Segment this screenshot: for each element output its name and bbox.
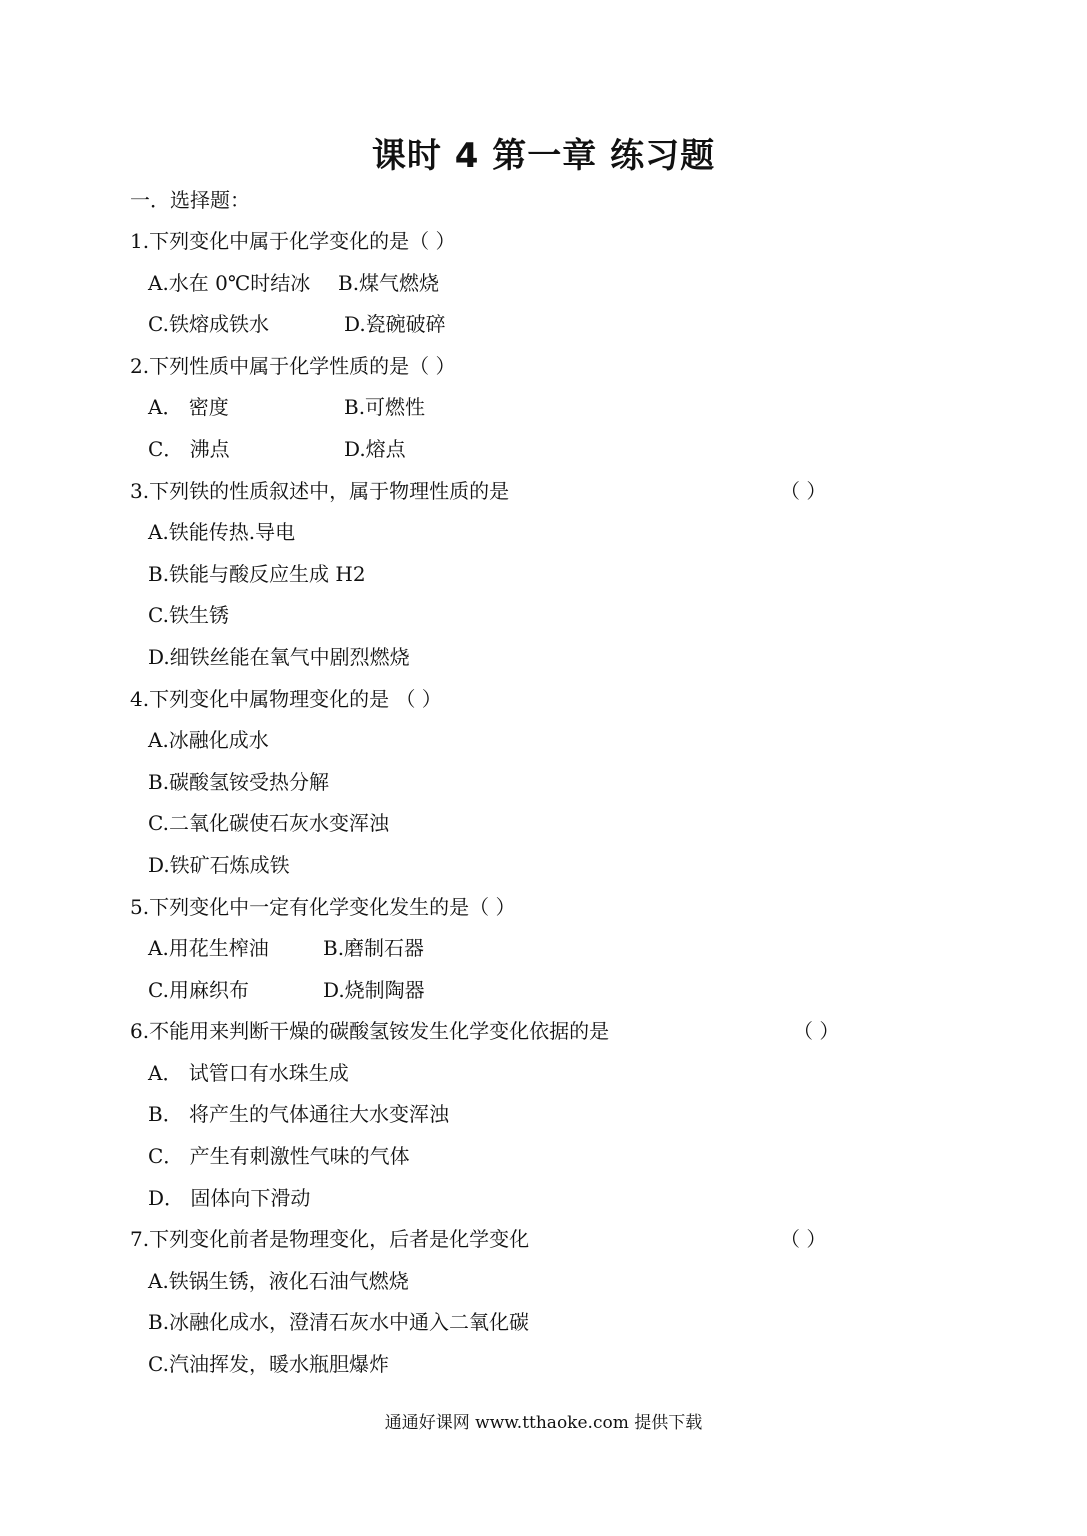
question-text: 7.下列变化前者是物理变化，后者是化学变化 <box>130 1227 530 1252</box>
option-row <box>130 387 960 429</box>
option: A.铁能传热.导电 <box>148 520 296 545</box>
option: B.冰融化成水，澄清石灰水中通入二氧化碳 <box>148 1310 530 1335</box>
option: B.铁能与酸反应生成 H2 <box>148 561 366 586</box>
option: C． 沸点 <box>148 436 230 461</box>
option-row <box>130 928 960 970</box>
option: C.铁熔成铁水 <box>148 312 269 337</box>
option: B.可燃性 <box>344 395 426 420</box>
page-title: 课时 4 第一章 练习题 <box>371 136 716 176</box>
question-text: 6.不能用来判断干燥的碳酸氢铵发生化学变化依据的是 <box>130 1019 610 1044</box>
option: C.汽油挥发，暖水瓶胆爆炸 <box>148 1352 389 1377</box>
option: C.铁生锈 <box>148 603 229 628</box>
option: A.冰融化成水 <box>148 728 269 753</box>
option-row <box>130 970 960 1012</box>
option: B.碳酸氢铵受热分解 <box>148 769 330 794</box>
option: B.磨制石器 <box>323 936 425 961</box>
question-stem <box>130 1219 960 1261</box>
option: D.铁矿石炼成铁 <box>148 852 290 877</box>
option: A.铁锅生锈，液化石油气燃烧 <box>148 1268 409 1293</box>
question-stem: 5.下列变化中一定有化学变化发生的是（ ） <box>130 894 516 919</box>
answer-bracket: （ ） <box>793 1019 840 1044</box>
option: B.煤气燃烧 <box>338 270 440 295</box>
question-stem: 2.下列性质中属于化学性质的是（ ） <box>130 353 456 378</box>
option-row <box>130 429 960 471</box>
question-list <box>130 221 960 1386</box>
option: A.水在 0℃时结冰 <box>148 270 311 295</box>
option: A.用花生榨油 <box>148 936 269 961</box>
option: D． 固体向下滑动 <box>148 1185 311 1210</box>
footer-credit: 通通好课网 www.tthaoke.com 提供下载 <box>384 1413 703 1433</box>
section-heading: 一．选择题： <box>130 188 250 212</box>
option: D.瓷碗破碎 <box>344 312 446 337</box>
option: B． 将产生的气体通往大水变浑浊 <box>148 1102 450 1127</box>
option-row <box>130 263 960 305</box>
question-stem <box>130 1011 960 1053</box>
option: D.细铁丝能在氧气中剧烈燃烧 <box>148 644 410 669</box>
question-stem: 1.下列变化中属于化学变化的是（ ） <box>130 229 456 253</box>
option: C． 产生有刺激性气味的气体 <box>148 1144 410 1169</box>
question-text: 3.下列铁的性质叙述中，属于物理性质的是 <box>130 478 510 503</box>
option: A． 密度 <box>148 395 229 420</box>
question-stem <box>130 471 960 513</box>
option-row <box>130 304 960 346</box>
option: C.用麻织布 <box>148 977 249 1002</box>
option: D.熔点 <box>344 436 406 461</box>
answer-bracket: （ ） <box>780 478 827 503</box>
option: C.二氧化碳使石灰水变浑浊 <box>148 811 389 836</box>
answer-bracket: （ ） <box>780 1227 827 1252</box>
option: D.烧制陶器 <box>323 977 425 1002</box>
option: A． 试管口有水珠生成 <box>148 1060 349 1085</box>
question-stem: 4.下列变化中属物理变化的是 （ ） <box>130 686 442 711</box>
